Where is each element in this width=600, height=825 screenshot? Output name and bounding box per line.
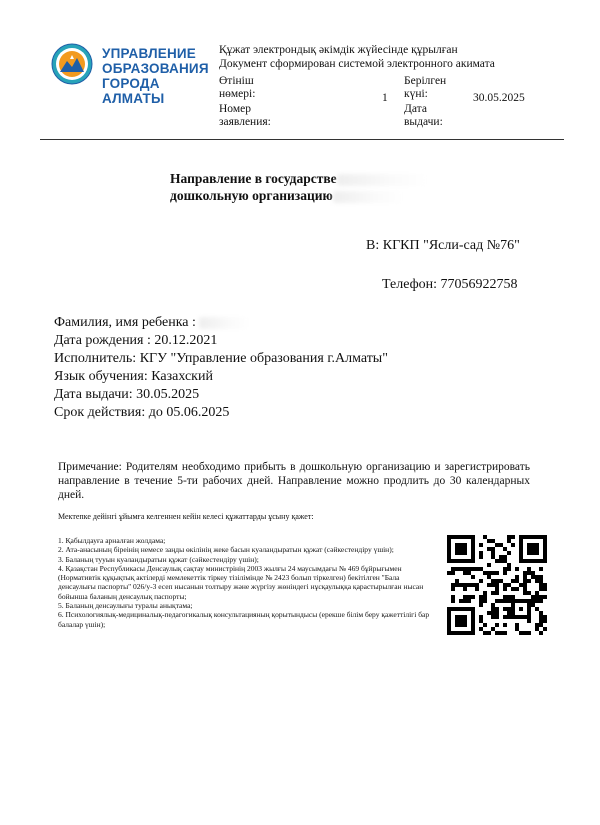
organization-logo-text: УПРАВЛЕНИЕ ОБРАЗОВАНИЯ ГОРОДА АЛМАТЫ [102,46,209,106]
city-emblem-icon [51,43,93,85]
executor: Исполнитель: КГУ "Управление образования г.Алматы" [54,351,388,366]
number-label-ru: Номер заявления: [219,103,271,128]
recipient-organization: В: КГКП "Ясли-сад №76" [366,238,520,253]
recipient-phone: Телефон: 77056922758 [382,277,518,292]
list-item: 3. Баланың тууын куәландыратын құжат (сәйкестендіру үшін); [58,554,259,564]
date-label-ru: Дата выдачи: [404,103,443,128]
list-item: 5. Баланың денсаулығы туралы анықтама; [58,601,193,611]
child-info [54,314,388,422]
redacted-name [199,317,249,329]
language: Язык обучения: Казахский [54,369,213,384]
list-item: 2. Ата-анасының біреінің немесе заңды өкілінің жеке басын куәландыратын құжат (сәйкестендіру үшін); [58,545,394,555]
header-divider [40,139,564,140]
issue-date-value: 30.05.2025 [473,92,525,104]
valid-until: Срок действия: до 05.06.2025 [54,405,230,420]
birth-date: Дата рождения : 20.12.2021 [54,333,218,348]
list-item: 1. Қабылдауға арналған жолдама; [58,536,166,545]
date-label-kz: Берілген күні: [404,75,447,100]
number-label-kz: Өтініш нөмері: [219,75,256,100]
requirements-title: Мектепке дейінгі ұйымға келгеннен кейін келесі құжаттарды ұсыну қажет: [58,512,314,521]
note-paragraph: Примечание: Родителям необходимо прибыть в дошкольную организацию и зарегистрировать направление в течение 5-ти рабочих дней. Направление можно продлить до 30 календарных дней. [58,461,530,501]
notice-kz: Құжат электрондық әкімдік жүйесінде құрылған [219,44,458,56]
qr-code [447,535,547,635]
list-item: 4. Қазақстан Республикасы Денсаулық сақтау министрінің 2003 жылғы 24 маусымдағы № 469 бұйрығымен (Нормативтік құқықтық актілерді мемлекеттік тіркеу тізілімінде № 2423 болып тіркелген) бекітілген "Бала денсаулығы паспорты" 026/у-3 есеп нысанын толтыру және жүргізу жөніндегі нұсқаулыққа қарастырылған нысан бойынша баланың денсаулық паспорты; [58,563,424,601]
child-name-label: Фамилия, имя ребенка : [54,315,200,330]
list-item: 6. Психологиялық-медициналық-педагогикалық консультацияның қорытындысы (ерекше білім беру қажеттілігі бар балалар үшін); [58,610,430,629]
issue-date: Дата выдачи: 30.05.2025 [54,387,200,402]
document-title: Направление в государстве дошкольную организацию [170,170,490,204]
requirements-list [58,536,436,629]
notice-ru: Документ сформирован системой электронного акимата [219,58,495,70]
application-number: 1 [382,92,388,104]
